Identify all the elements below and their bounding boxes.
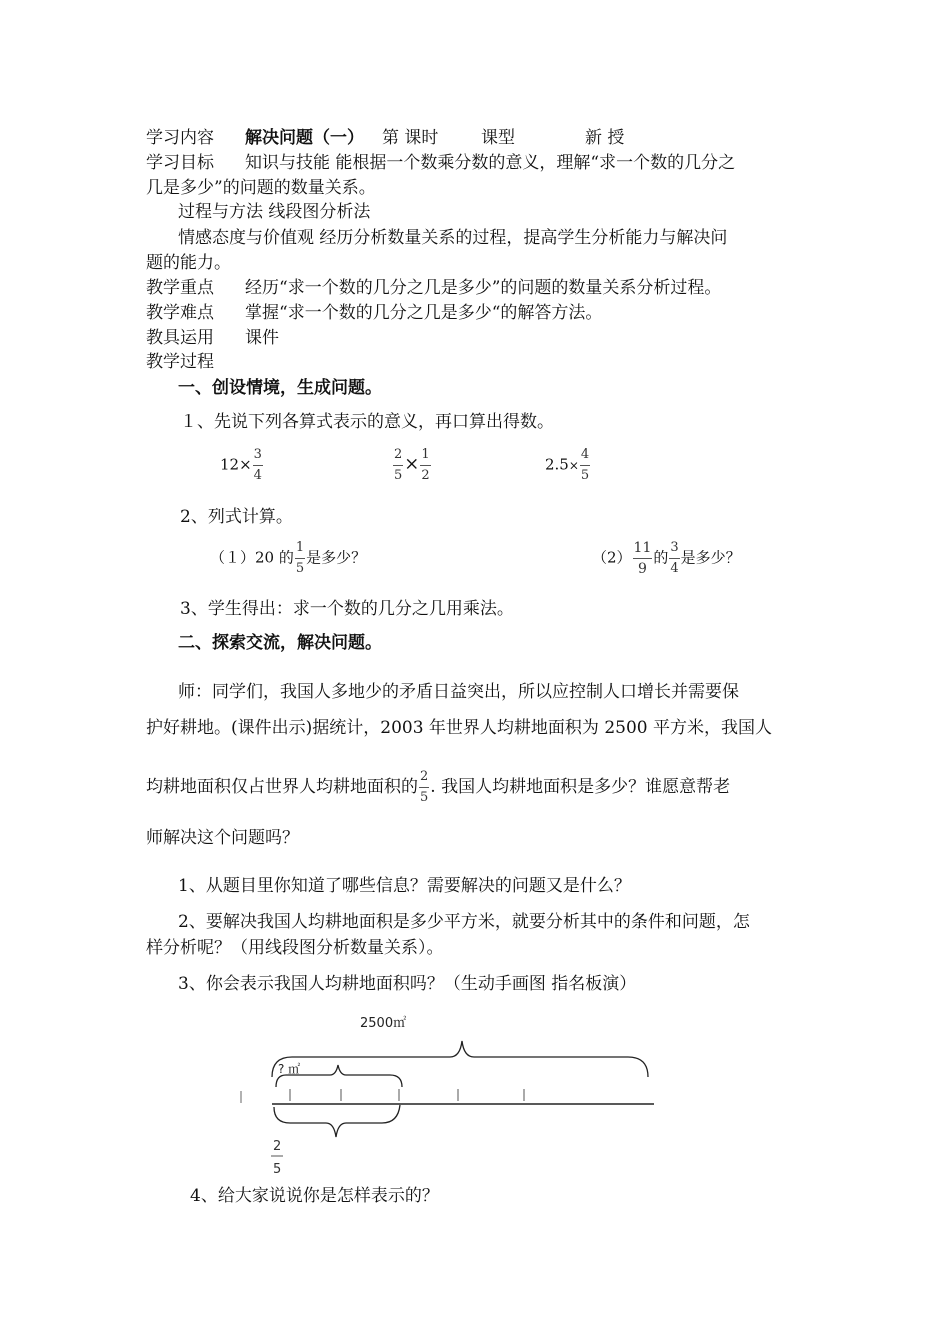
type-value: 新 授 — [585, 128, 625, 148]
expr2-fraction-2 — [420, 448, 430, 483]
goals-knowledge-b: 几是多少”的问题的数量关系。 — [146, 178, 376, 198]
q1-fraction — [295, 541, 305, 576]
q2-num2: 3 — [670, 540, 679, 555]
expr2-fraction-1 — [393, 448, 403, 483]
difficulty-text: 掌握“求一个数的几分之几是多少“的解答方法。 — [245, 303, 603, 323]
expr3-den: 5 — [580, 468, 590, 483]
expr1-den: 4 — [253, 468, 262, 483]
section2-title: 二、探索交流，解决问题。 — [178, 633, 382, 653]
diagram-total-label: 2500㎡ — [360, 1016, 407, 1031]
goals-emotion-a: 情感态度与价值观 经历分析数量关系的过程，提高学生分析能力与解决问 — [178, 228, 728, 248]
para3-den: 5 — [420, 790, 429, 805]
q1-den: 5 — [295, 561, 305, 576]
expr1-fraction — [253, 448, 263, 483]
q2-den2: 4 — [670, 561, 679, 576]
diagram-part-label: ? ㎡ — [278, 1062, 301, 1076]
content-value: 解决问题（一） — [245, 128, 364, 148]
q2-suffix: 是多少？ — [680, 548, 741, 567]
expr1-num: 3 — [253, 447, 262, 462]
q2-fraction-1 — [633, 541, 653, 576]
para3-num: 2 — [420, 769, 429, 784]
expr3-times: × — [568, 458, 579, 473]
section2-q1: 1、从题目里你知道了哪些信息？需要解决的问题又是什么？ — [178, 876, 631, 896]
expr-2 — [392, 448, 432, 483]
para3-pre: 均耕地面积仅占世界人均耕地面积的 — [146, 777, 418, 797]
tools-text: 课件 — [245, 328, 279, 348]
diagram-frac-den: 5 — [273, 1162, 282, 1177]
section2-para3 — [146, 770, 730, 805]
q1-num: 1 — [295, 540, 305, 555]
section1-item2: 2、列式计算。 — [180, 507, 293, 527]
goals-process: 过程与方法 线段图分析法 — [178, 202, 371, 222]
section2-para2: 护好耕地。(课件出示)据统计，2003 年世界人均耕地面积为 2500 平方米，我国人 — [146, 718, 773, 738]
q2-fraction-2 — [669, 541, 679, 576]
section1-item3: 3、学生得出：求一个数的几分之几用乘法。 — [180, 599, 514, 619]
q1-suffix: 是多少？ — [306, 548, 367, 567]
question-2 — [592, 541, 741, 576]
expr-1 — [220, 448, 264, 483]
q2-den1: 9 — [638, 561, 647, 577]
expr-3 — [545, 448, 591, 483]
expr3-num: 4 — [580, 447, 590, 462]
section1-item1: １、先说下列各算式表示的意义，再口算出得数。 — [180, 412, 554, 432]
expr3-fraction — [580, 448, 590, 483]
q2-mid: 的 — [653, 548, 669, 567]
tools-label: 教具运用 — [146, 328, 214, 348]
q2-num1: 11 — [633, 540, 652, 556]
key-text: 经历“求一个数的几分之几是多少”的问题的数量关系分析过程。 — [245, 278, 722, 298]
expr2-num2: 1 — [421, 447, 430, 462]
para3-fraction — [419, 770, 429, 805]
period-label: 第 课时 — [382, 128, 439, 148]
expr3-whole: 2.5 — [545, 455, 569, 474]
goals-knowledge-a: 知识与技能 能根据一个数乘分数的意义，理解“求一个数的几分之 — [245, 153, 736, 173]
content-label: 学习内容 — [146, 128, 214, 148]
total-brace — [272, 1041, 648, 1077]
section2-q3: 3、你会表示我国人均耕地面积吗？（生动手画图 指名板演） — [178, 974, 637, 994]
section2-q2a: 2、要解决我国人均耕地面积是多少平方米，就要分析其中的条件和问题，怎 — [178, 912, 750, 932]
expr2-times: × — [404, 453, 420, 475]
diagram-frac-num: 2 — [273, 1139, 282, 1154]
para3-post: . 我国人均耕地面积是多少？谁愿意帮老 — [430, 777, 731, 797]
section2-q2b: 样分析呢？（用线段图分析数量关系）。 — [146, 938, 444, 958]
expr2-den2: 2 — [421, 468, 430, 483]
expr1-whole: 12 — [220, 455, 240, 474]
type-label: 课型 — [481, 128, 515, 148]
expr2-num1: 2 — [394, 447, 403, 462]
section2-para4: 师解决这个问题吗？ — [146, 828, 299, 848]
section2-q4: 4、给大家说说你是怎样表示的？ — [190, 1186, 439, 1206]
key-label: 教学重点 — [146, 278, 214, 298]
q1-prefix: （１）20 的 — [210, 548, 294, 567]
goals-emotion-b: 题的能力。 — [146, 253, 231, 273]
q2-prefix: （2） — [592, 548, 632, 567]
part-bottom-brace — [274, 1105, 400, 1137]
line-segment-diagram — [230, 1005, 670, 1185]
process-title: 教学过程 — [146, 352, 214, 372]
section2-para1: 师：同学们，我国人多地少的矛盾日益突出，所以应控制人口增长并需要保 — [178, 682, 739, 702]
goals-label: 学习目标 — [146, 153, 214, 173]
question-1 — [210, 541, 366, 576]
header-row — [146, 126, 214, 150]
section1-title: 一、创设情境，生成问题。 — [178, 378, 382, 398]
expr1-times: × — [239, 455, 252, 474]
expr2-den1: 5 — [394, 468, 403, 483]
difficulty-label: 教学难点 — [146, 303, 214, 323]
